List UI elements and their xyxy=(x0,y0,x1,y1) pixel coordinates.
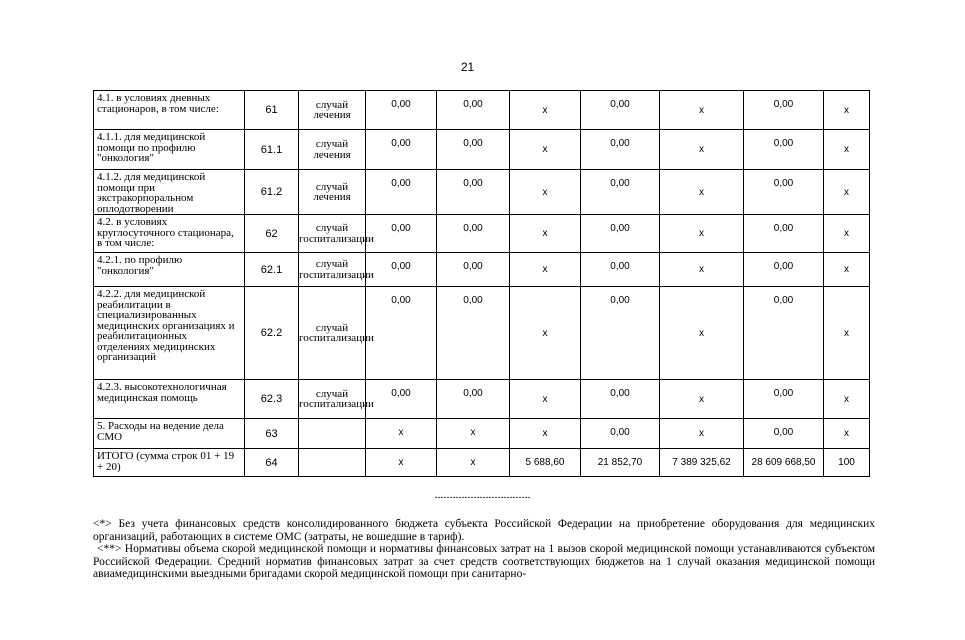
row-value-cell: х xyxy=(437,419,510,449)
row-value-cell: 0,00 xyxy=(437,380,510,419)
row-unit-cell: случай госпитализации xyxy=(299,287,366,380)
row-name-cell: 4.1.2. для медицинской помощи при экстракорпоральном оплодотворении xyxy=(94,170,245,215)
row-unit-cell: случай лечения xyxy=(299,130,366,170)
table-row xyxy=(94,170,870,215)
row-name-cell: 4.2. в условиях круглосуточного стационара, в том числе: xyxy=(94,215,245,253)
footnote-1: <*> Без учета финансовых средств консолидированного бюджета субъекта Российской Федерации на приобретение оборудования для медицинских организаций, работающих в системе ОМС (затраты, не вошедшие в тариф). xyxy=(93,518,875,543)
row-value-cell: 21 852,70 xyxy=(581,449,660,477)
row-value-cell: 0,00 xyxy=(581,170,660,215)
row-code-cell: 64 xyxy=(245,449,299,477)
row-value-cell: 28 609 668,50 xyxy=(744,449,824,477)
row-name-cell: 4.2.3. высокотехнологичная медицинская помощь xyxy=(94,380,245,419)
table-row xyxy=(94,380,870,419)
row-code-cell: 61 xyxy=(245,91,299,130)
row-value-cell: 0,00 xyxy=(437,170,510,215)
row-value-cell: 7 389 325,62 xyxy=(660,449,744,477)
row-value-cell: х xyxy=(510,253,581,287)
row-value-cell: х xyxy=(437,449,510,477)
row-value-cell: 0,00 xyxy=(581,287,660,380)
row-value-cell: 0,00 xyxy=(437,253,510,287)
row-name-cell: ИТОГО (сумма строк 01 + 19 + 20) xyxy=(94,449,245,477)
footnote-separator: -------------------------------- xyxy=(434,492,531,502)
row-value-cell: 0,00 xyxy=(581,130,660,170)
row-code-cell: 62.3 xyxy=(245,380,299,419)
row-name-cell: 4.2.2. для медицинской реабилитации в специализированных медицинских организациях и реабилитационных отделениях медицинских организаций xyxy=(94,287,245,380)
row-value-cell: х xyxy=(510,130,581,170)
row-name-cell: 5. Расходы на ведение дела СМО xyxy=(94,419,245,449)
row-value-cell: 0,00 xyxy=(744,287,824,380)
row-value-cell: 0,00 xyxy=(581,380,660,419)
row-unit-cell: случай госпитализации xyxy=(299,380,366,419)
row-value-cell: 0,00 xyxy=(744,91,824,130)
row-value-cell: 0,00 xyxy=(581,91,660,130)
row-value-cell: 100 xyxy=(824,449,870,477)
footnotes xyxy=(93,518,875,581)
row-value-cell: 5 688,60 xyxy=(510,449,581,477)
row-name-cell: 4.1.1. для медицинской помощи по профилю "онкология" xyxy=(94,130,245,170)
row-unit-cell xyxy=(299,419,366,449)
row-code-cell: 61.1 xyxy=(245,130,299,170)
row-value-cell: х xyxy=(510,380,581,419)
row-unit-cell: случай госпитализации xyxy=(299,215,366,253)
row-unit-cell xyxy=(299,449,366,477)
row-value-cell: 0,00 xyxy=(437,130,510,170)
row-value-cell: 0,00 xyxy=(744,380,824,419)
row-value-cell: х xyxy=(824,170,870,215)
row-value-cell: 0,00 xyxy=(366,253,437,287)
row-value-cell: х xyxy=(660,130,744,170)
row-value-cell: 0,00 xyxy=(366,287,437,380)
row-value-cell: х xyxy=(366,419,437,449)
row-value-cell: 0,00 xyxy=(744,419,824,449)
row-value-cell: х xyxy=(824,91,870,130)
table-row xyxy=(94,130,870,170)
row-value-cell: х xyxy=(824,380,870,419)
row-value-cell: х xyxy=(510,91,581,130)
row-value-cell: х xyxy=(660,287,744,380)
page-number: 21 xyxy=(460,60,475,74)
row-value-cell: х xyxy=(510,419,581,449)
row-value-cell: 0,00 xyxy=(437,287,510,380)
row-value-cell: 0,00 xyxy=(744,253,824,287)
row-value-cell: 0,00 xyxy=(437,215,510,253)
table-row xyxy=(94,215,870,253)
row-code-cell: 62.1 xyxy=(245,253,299,287)
row-value-cell: х xyxy=(366,449,437,477)
table-row xyxy=(94,91,870,130)
row-value-cell: х xyxy=(824,419,870,449)
row-value-cell: 0,00 xyxy=(744,215,824,253)
row-code-cell: 63 xyxy=(245,419,299,449)
row-value-cell: 0,00 xyxy=(366,170,437,215)
row-value-cell: х xyxy=(510,215,581,253)
row-value-cell: х xyxy=(660,215,744,253)
table-row xyxy=(94,449,870,477)
financing-table xyxy=(93,90,870,477)
row-value-cell: х xyxy=(510,170,581,215)
row-name-cell: 4.1. в условиях дневных стационаров, в том числе: xyxy=(94,91,245,130)
row-unit-cell: случай лечения xyxy=(299,91,366,130)
table-row xyxy=(94,287,870,380)
row-value-cell: х xyxy=(660,91,744,130)
row-code-cell: 61.2 xyxy=(245,170,299,215)
row-value-cell: 0,00 xyxy=(744,170,824,215)
row-value-cell: х xyxy=(824,287,870,380)
row-name-cell: 4.2.1. по профилю "онкология" xyxy=(94,253,245,287)
row-value-cell: 0,00 xyxy=(366,91,437,130)
row-value-cell: х xyxy=(660,380,744,419)
row-value-cell: х xyxy=(824,215,870,253)
row-value-cell: х xyxy=(660,253,744,287)
row-value-cell: 0,00 xyxy=(581,419,660,449)
row-code-cell: 62.2 xyxy=(245,287,299,380)
row-value-cell: х xyxy=(660,170,744,215)
row-value-cell: 0,00 xyxy=(366,215,437,253)
row-value-cell: х xyxy=(824,253,870,287)
row-value-cell: х xyxy=(824,130,870,170)
row-unit-cell: случай госпитализации xyxy=(299,253,366,287)
row-value-cell: х xyxy=(660,419,744,449)
footnote-2: <**> Нормативы объема скорой медицинской помощи и нормативы финансовых затрат на 1 вызов скорой медицинской помощи устанавливаются субъектом Российской Федерации. Средний норматив финансовых затрат за счет средств соответствующих бюджетов на 1 случай оказания медицинской помощи авиамедицинскими выездными бригадами скорой медицинской помощи при санитарно- xyxy=(93,543,875,580)
row-value-cell: 0,00 xyxy=(437,91,510,130)
table-row xyxy=(94,253,870,287)
row-value-cell: 0,00 xyxy=(581,253,660,287)
row-value-cell: 0,00 xyxy=(366,380,437,419)
row-unit-cell: случай лечения xyxy=(299,170,366,215)
row-value-cell: 0,00 xyxy=(581,215,660,253)
table-row xyxy=(94,419,870,449)
row-code-cell: 62 xyxy=(245,215,299,253)
row-value-cell: 0,00 xyxy=(744,130,824,170)
row-value-cell: х xyxy=(510,287,581,380)
row-value-cell: 0,00 xyxy=(366,130,437,170)
